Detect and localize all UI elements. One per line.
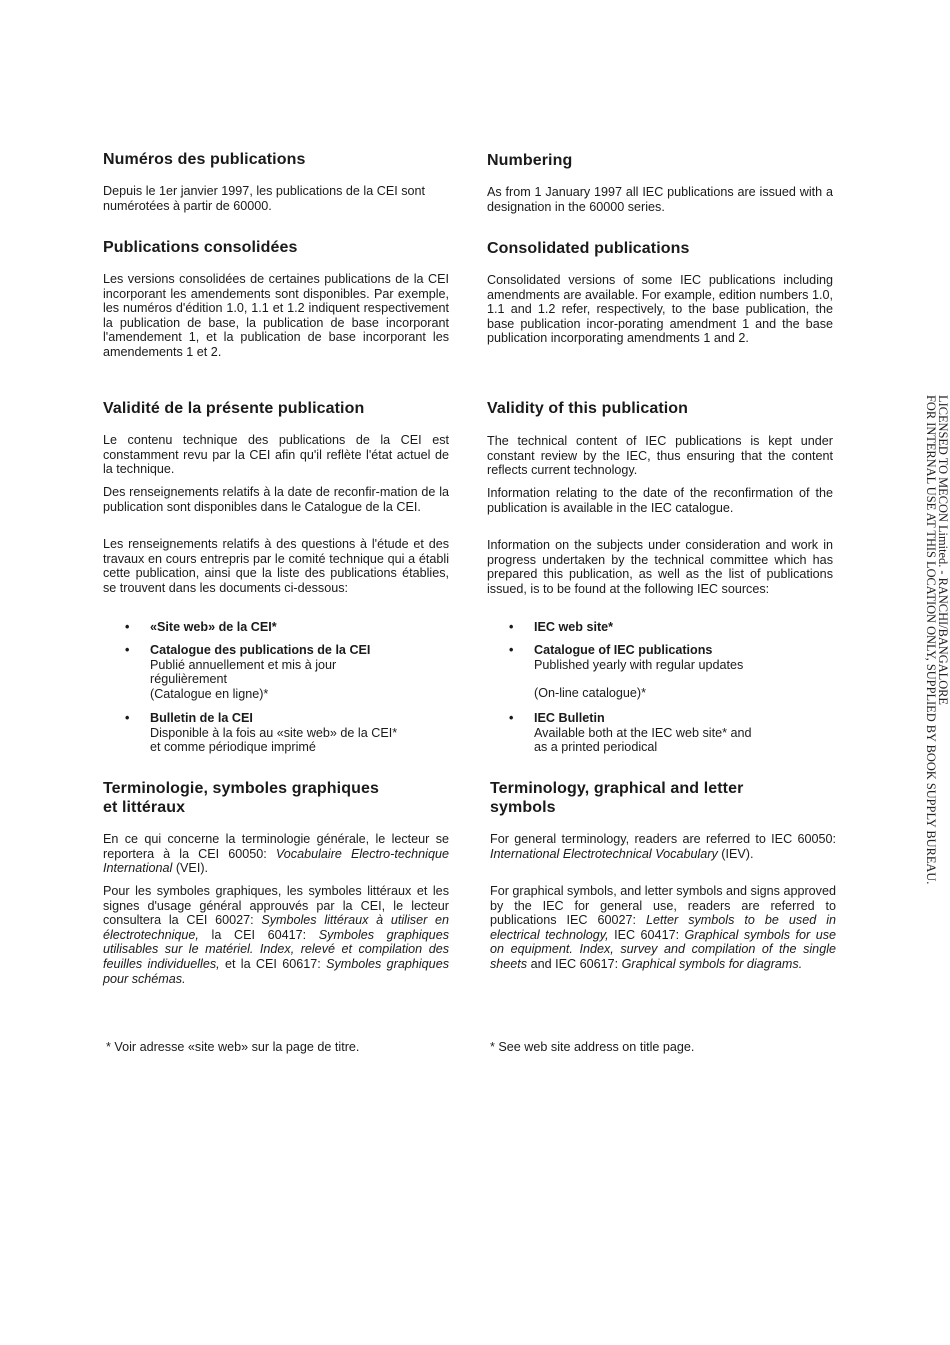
text-terminology-p2-en: For graphical symbols, and letter symbols and signs approved by the IEC for general use, readers are referred to publications IEC 60027: Letter symbols to be used in electrical technology, IEC 60417: Graphical symbols for use on equipment. Index, survey and compilation of the single sheets and IEC 60617: Graphical symbols for diagrams. xyxy=(490,884,836,971)
bullet-title: «Site web» de la CEI* xyxy=(150,620,277,634)
heading-line: Terminologie, symboles graphiques xyxy=(103,780,379,797)
bullet-title: IEC web site* xyxy=(534,620,614,634)
bullet-title: IEC Bulletin xyxy=(534,711,605,725)
bullet-icon: • xyxy=(125,711,130,725)
text-consolidated-fr: Les versions consolidées de certaines publications de la CEI incorporant les amendements sont disponibles. Par exemple, les numéros d'édition 1.0, 1.1 et 1.2 indiquent respectivement la publication de base, la publication de base incorporant l'amendement 1, et la publication de base incorporant les amendements 1 et 2. xyxy=(103,272,449,359)
heading-consolidated-en: Consolidated publications xyxy=(487,240,690,257)
heading-numbering-en: Numbering xyxy=(487,152,573,169)
text-validity-p1-fr: Le contenu technique des publications de la CEI est constamment revu par la CEI afin qu'il reflète l'état actuel de la technique. xyxy=(103,433,449,477)
text-numbering-fr: Depuis le 1er janvier 1997, les publications de la CEI sont numérotées à partir de 60000. xyxy=(103,184,426,213)
text-terminology-p1-en: For general terminology, readers are referred to IEC 60050: International Electrotechnical Vocabulary (IEV). xyxy=(490,832,836,861)
text-validity-p1-en: The technical content of IEC publications is kept under constant review by the IEC, thus ensuring that the content reflects current technology. xyxy=(487,434,833,478)
bullet-line: régulièrement xyxy=(150,672,228,687)
bullet-title: Catalogue des publications de la CEI xyxy=(150,643,371,657)
watermark-line: FOR INTERNAL USE AT THIS LOCATION ONLY, SUPPLIED BY BOOK SUPPLY BUREAU. xyxy=(923,395,938,885)
heading-line: symbols xyxy=(490,799,556,816)
bullet-line: Disponible à la fois au «site web» de la CEI* xyxy=(150,725,398,740)
text-validity-p2-en: Information relating to the date of the reconfirmation of the publication is available in the IEC catalogue. xyxy=(487,486,833,515)
bullet-line: et comme périodique imprimé xyxy=(150,740,316,755)
heading-terminology-en xyxy=(490,779,836,817)
bullet-icon: • xyxy=(509,711,514,725)
heading-line: et littéraux xyxy=(103,799,186,816)
heading-numbering-fr: Numéros des publications xyxy=(103,151,306,168)
bullet-line: Available both at the IEC web site* and xyxy=(534,725,752,740)
heading-validity-fr: Validité de la présente publication xyxy=(103,400,365,417)
text-validity-p3-fr: Les renseignements relatifs à des questions à l'étude et des travaux en cours entrepris par le comité technique qui a établi cette publication, ainsi que la liste des publications établies, se trouvent dans les documents ci-dessous: xyxy=(103,537,449,595)
footnote-en: * See web site address on title page. xyxy=(490,1040,695,1054)
text-terminology-p2-fr: Pour les symboles graphiques, les symboles littéraux et les signes d'usage général approuvés par la CEI, le lecteur consultera la CEI 60027: Symboles littéraux à utiliser en électrotechnique, la CEI 60417: Symboles graphiques utilisables sur le matériel. Index, relevé et compilation des feuilles individuelles, et la CEI 60617: Symboles graphiques pour schémas. xyxy=(103,884,449,986)
text-validity-p2-fr: Des renseignements relatifs à la date de reconfir-mation de la publication sont disponibles dans le Catalogue de la CEI. xyxy=(103,485,449,514)
heading-terminology-fr xyxy=(103,779,449,817)
footnote-fr: * Voir adresse «site web» sur la page de titre. xyxy=(106,1040,360,1054)
bullet-icon: • xyxy=(125,643,130,657)
watermark-line: LICENSED TO MECON Limited. - RANCHI/BANGALORE xyxy=(936,395,950,705)
license-watermark xyxy=(921,395,950,955)
bullet-line: (Catalogue en ligne)* xyxy=(150,686,269,701)
heading-line: Terminology, graphical and letter xyxy=(490,780,744,797)
bullet-line: Published yearly with regular updates xyxy=(534,657,744,672)
bullet-line: Publié annuellement et mis à jour xyxy=(150,657,337,672)
text-numbering-en: As from 1 January 1997 all IEC publications are issued with a designation in the 60000 series. xyxy=(487,185,833,214)
heading-consolidated-fr: Publications consolidées xyxy=(103,239,298,256)
text-validity-p3-en: Information on the subjects under consideration and work in progress undertaken by the technical committee which has prepared this publication, as well as the list of publications issued, is to be found at the following IEC sources: xyxy=(487,538,833,596)
bullet-icon: • xyxy=(125,620,130,634)
heading-validity-en: Validity of this publication xyxy=(487,400,689,417)
bullet-title: Bulletin de la CEI xyxy=(150,711,253,725)
bullet-line: as a printed periodical xyxy=(534,740,658,755)
text-consolidated-en: Consolidated versions of some IEC publications including amendments are available. For example, edition numbers 1.0, 1.1 and 1.2 refer, respectively, to the base publication, the base publication incor-porating amendment 1 and the base publication incorporating amendments 1 and 2. xyxy=(487,273,833,346)
text-terminology-p1-fr: En ce qui concerne la terminologie générale, le lecteur se reportera à la CEI 60050: Vocabulaire Electro-technique International (VEI). xyxy=(103,832,449,876)
bullet-icon: • xyxy=(509,643,514,657)
bullet-title: Catalogue of IEC publications xyxy=(534,643,713,657)
bullet-line: (On-line catalogue)* xyxy=(534,686,647,701)
bullet-icon: • xyxy=(509,620,514,634)
